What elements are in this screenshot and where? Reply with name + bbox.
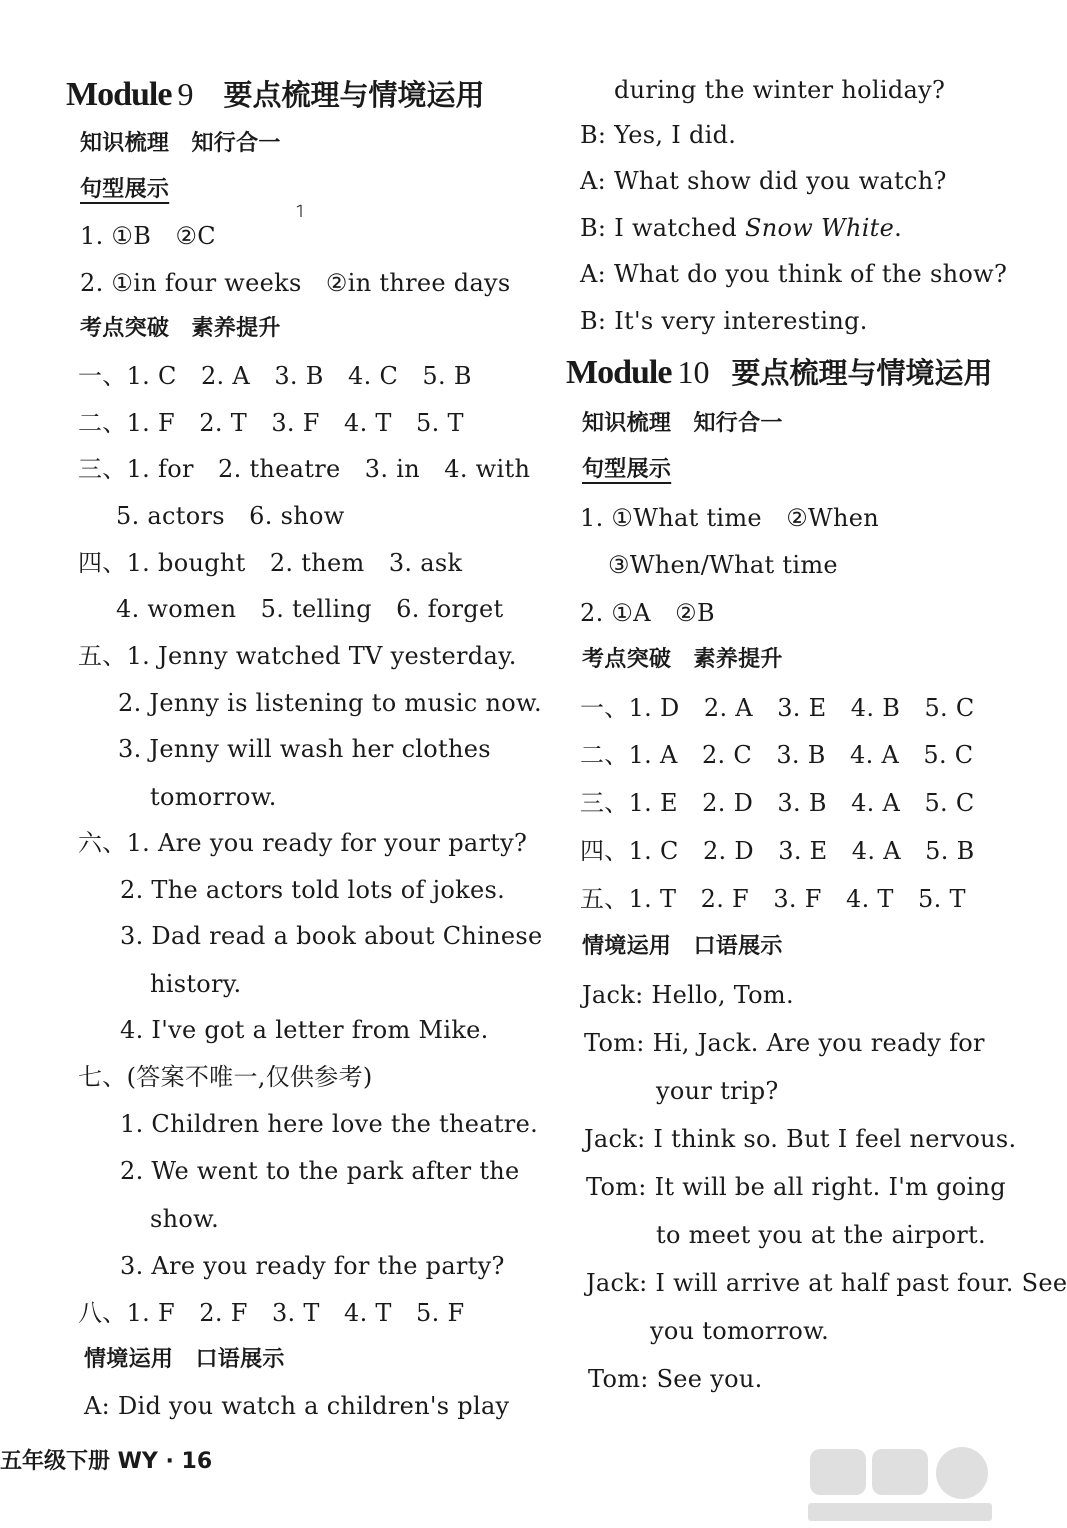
dialog-line: Tom: Hi, Jack. Are you ready for xyxy=(584,1029,985,1057)
module-word: Module xyxy=(66,76,172,113)
answer-line: 3. Dad read a book about Chinese xyxy=(120,922,543,950)
answer-line: 四、1. bought 2. them 3. ask xyxy=(78,549,463,577)
module-word: Module xyxy=(566,354,672,391)
dialog-line: B: Yes, I did. xyxy=(580,121,737,149)
answer-line: tomorrow. xyxy=(150,783,277,811)
answer-line: 5. actors 6. show xyxy=(116,502,345,530)
dialog-suffix: . xyxy=(894,214,903,242)
answer-line: 1. Children here love the theatre. xyxy=(120,1110,539,1138)
section-breakthrough-heading: 考点突破 素养提升 xyxy=(80,316,281,341)
answer-line: 三、1. for 2. theatre 3. in 4. with xyxy=(78,455,531,483)
answer-line: 一、1. C 2. A 3. B 4. C 5. B xyxy=(78,362,472,390)
answer-line: 三、1. E 2. D 3. B 4. A 5. C xyxy=(580,789,975,817)
section-context-heading: 情境运用 口语展示 xyxy=(582,934,783,959)
dialog-line: A: What do you think of the show? xyxy=(580,260,1008,288)
page-footer: 五年级下册 WY · 16 xyxy=(0,1449,213,1474)
module-10-title xyxy=(566,354,992,392)
stray-mark xyxy=(296,204,304,218)
module-title-text: 要点梳理与情境运用 xyxy=(223,78,485,112)
answer-line: 四、1. C 2. D 3. E 4. A 5. B xyxy=(580,837,975,865)
dialog-line: A: Did you watch a children's play xyxy=(84,1392,510,1420)
answer-line: ③When/What time xyxy=(608,551,838,579)
dialog-line: you tomorrow. xyxy=(650,1317,830,1345)
dialog-line: A: What show did you watch? xyxy=(580,167,947,195)
section-context-heading: 情境运用 口语展示 xyxy=(84,1347,285,1372)
dialog-line: Tom: See you. xyxy=(588,1365,763,1393)
answer-line: 六、1. Are you ready for your party? xyxy=(78,829,528,857)
answer-line: 1. ①What time ②When xyxy=(580,504,880,532)
dialog-line: your trip? xyxy=(656,1077,779,1105)
dialog-prefix: B: I watched xyxy=(580,214,745,242)
answer-line: 2. ①in four weeks ②in three days xyxy=(80,269,511,297)
answer-line: 二、1. A 2. C 3. B 4. A 5. C xyxy=(580,741,974,769)
answer-line: history. xyxy=(150,970,242,998)
answer-line: 2. The actors told lots of jokes. xyxy=(120,876,506,904)
answer-line: 3. Are you ready for the party? xyxy=(120,1252,505,1280)
show-title: Snow White xyxy=(744,214,895,242)
answer-line: 4. I've got a letter from Mike. xyxy=(120,1016,489,1044)
answer-line: 七、(答案不唯一,仅供参考) xyxy=(78,1063,373,1091)
answer-line: 2. ①A ②B xyxy=(580,599,715,627)
dialog-line: Jack: Hello, Tom. xyxy=(582,981,794,1009)
answer-line: show. xyxy=(150,1205,220,1233)
answer-line: 2. We went to the park after the xyxy=(120,1157,520,1185)
answer-line: 3. Jenny will wash her clothes xyxy=(118,735,491,763)
dialog-line: during the winter holiday? xyxy=(614,76,946,104)
dialog-line: B: It's very interesting. xyxy=(580,307,868,335)
dialog-line-snow-white xyxy=(580,214,902,242)
module-number: 9 xyxy=(177,76,194,112)
module-number: 10 xyxy=(677,354,710,390)
module-title-text: 要点梳理与情境运用 xyxy=(731,356,993,390)
answer-line: 1. ①B ②C xyxy=(80,222,216,250)
answer-line: 五、1. Jenny watched TV yesterday. xyxy=(78,642,517,670)
answer-line: 一、1. D 2. A 3. E 4. B 5. C xyxy=(580,694,975,722)
section-sentence-heading: 句型展示 xyxy=(80,177,170,202)
answer-line: 4. women 5. telling 6. forget xyxy=(116,595,504,623)
dialog-line: Jack: I will arrive at half past four. See xyxy=(586,1269,1067,1297)
section-breakthrough-heading: 考点突破 素养提升 xyxy=(582,647,783,672)
answer-line: 五、1. T 2. F 3. F 4. T 5. T xyxy=(580,885,966,913)
answer-line: 二、1. F 2. T 3. F 4. T 5. T xyxy=(78,409,464,437)
dialog-line: Jack: I think so. But I feel nervous. xyxy=(584,1125,1017,1153)
module-9-title xyxy=(66,76,484,114)
answer-line: 2. Jenny is listening to music now. xyxy=(118,689,542,717)
dialog-line: to meet you at the airport. xyxy=(656,1221,986,1249)
watermark-logo xyxy=(800,1445,1000,1525)
section-knowledge-heading: 知识梳理 知行合一 xyxy=(80,131,281,156)
section-sentence-heading: 句型展示 xyxy=(582,457,672,482)
section-knowledge-heading: 知识梳理 知行合一 xyxy=(582,411,783,436)
dialog-line: Tom: It will be all right. I'm going xyxy=(586,1173,1006,1201)
answer-line: 八、1. F 2. F 3. T 4. T 5. F xyxy=(78,1299,465,1327)
